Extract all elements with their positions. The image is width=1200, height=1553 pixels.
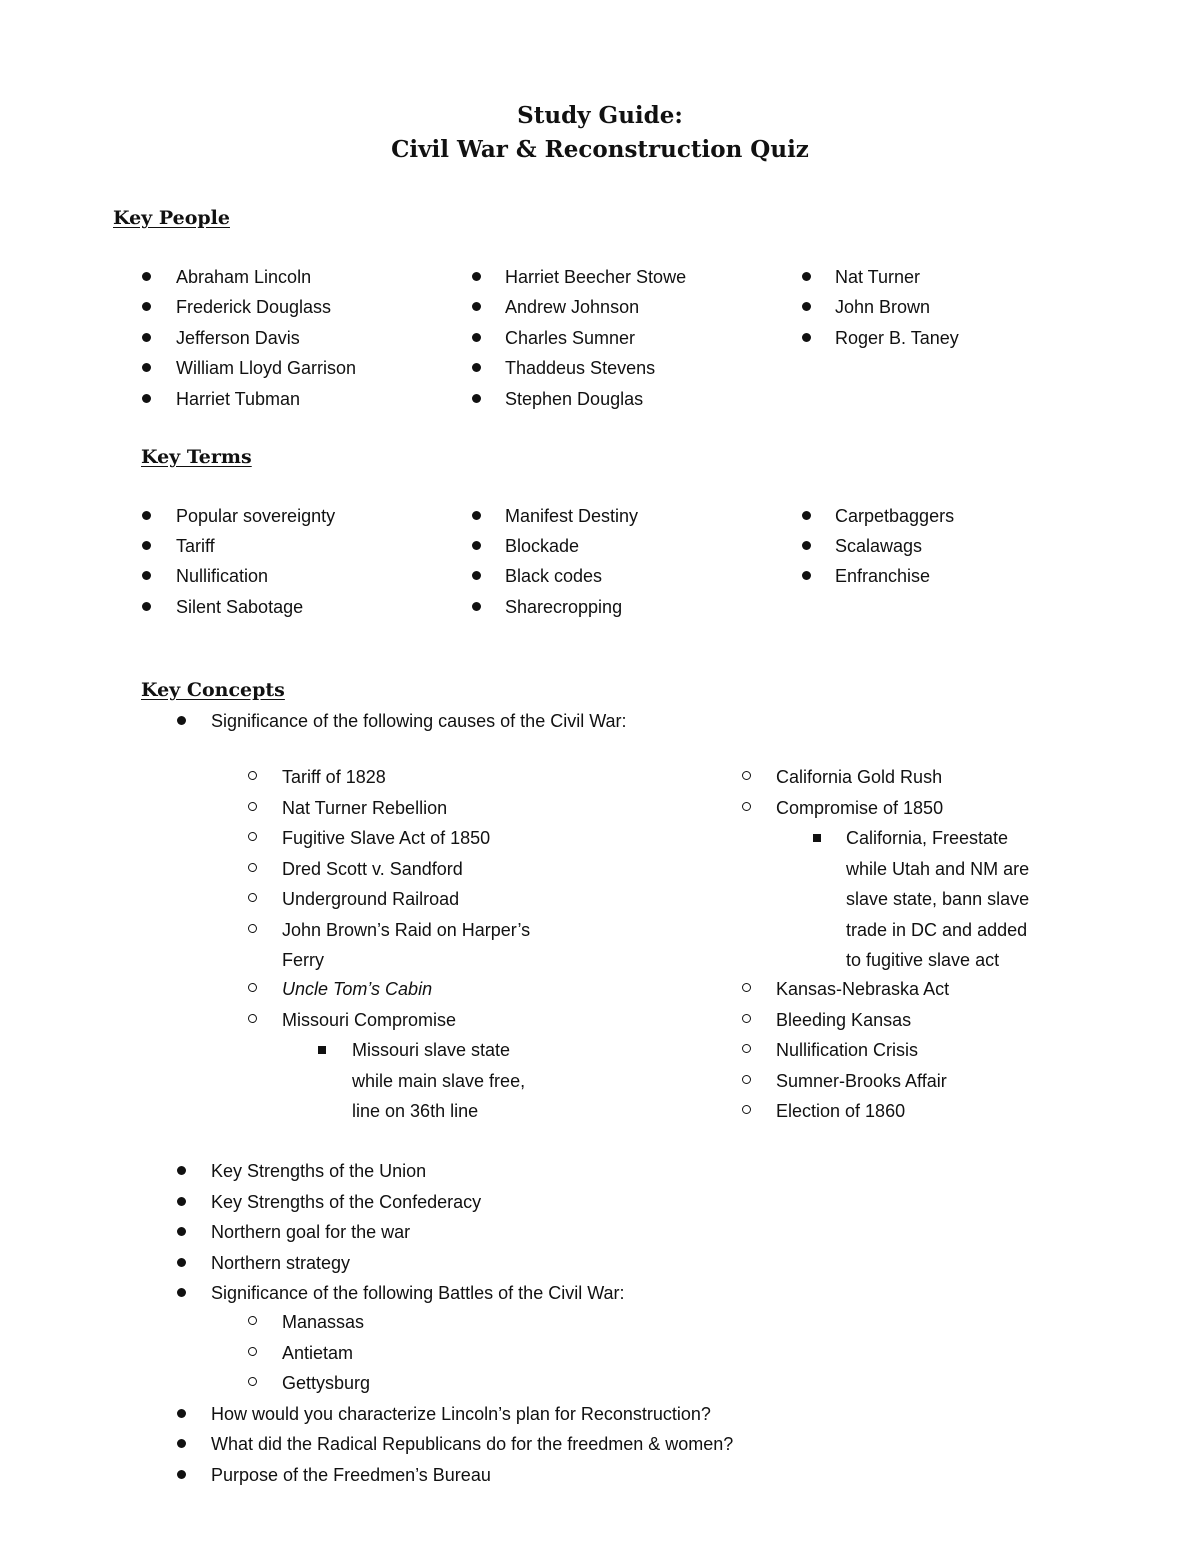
bullet-icon <box>177 1409 186 1418</box>
circle-bullet-icon <box>742 983 751 992</box>
circle-bullet-icon <box>248 1347 257 1356</box>
square-bullet-icon <box>813 834 821 842</box>
cause-item: Dred Scott v. Sandford <box>282 859 463 879</box>
people-item: Andrew Johnson <box>505 297 640 317</box>
cause-item: Nat Turner Rebellion <box>282 798 448 818</box>
circle-bullet-icon <box>742 1075 751 1084</box>
bullet-icon <box>472 602 481 611</box>
square-bullet-icon <box>318 1046 326 1054</box>
bullet-icon <box>472 363 481 372</box>
cause-item: Fugitive Slave Act of 1850 <box>282 828 491 848</box>
key-concepts-heading: Key Concepts <box>141 679 285 701</box>
bullet-icon <box>142 333 151 342</box>
bullet-icon <box>802 511 811 520</box>
compromise-note-line: slave state, bann slave <box>846 889 1030 909</box>
battle-item: Gettysburg <box>282 1373 371 1393</box>
cause-item-book-title: Uncle Tom’s Cabin <box>282 979 433 999</box>
bullet-icon <box>177 1288 186 1297</box>
circle-bullet-icon <box>248 832 257 841</box>
battle-item: Manassas <box>282 1312 365 1332</box>
bullet-icon <box>177 1258 186 1267</box>
cause-item: Bleeding Kansas <box>776 1010 912 1030</box>
bullet-icon <box>177 1439 186 1448</box>
bullet-icon <box>177 1166 186 1175</box>
bullet-icon <box>472 511 481 520</box>
people-item: Nat Turner <box>835 267 921 287</box>
concept-item: Northern strategy <box>211 1253 351 1273</box>
bullet-icon <box>802 571 811 580</box>
circle-bullet-icon <box>248 1316 257 1325</box>
page-title-line-1: Study Guide: <box>517 102 683 129</box>
key-people-heading: Key People <box>113 207 230 229</box>
term-item: Blockade <box>505 536 580 556</box>
circle-bullet-icon <box>248 802 257 811</box>
bullet-icon <box>802 333 811 342</box>
compromise-note-line: to fugitive slave act <box>846 950 1000 970</box>
bullet-icon <box>802 302 811 311</box>
compromise-note-line: California, Freestate <box>846 828 1009 848</box>
people-item: Harriet Beecher Stowe <box>505 267 687 287</box>
cause-item-continued: Ferry <box>282 950 324 970</box>
concept-item: How would you characterize Lincoln’s plan for Reconstruction? <box>211 1404 711 1424</box>
term-item: Popular sovereignty <box>176 506 336 526</box>
missouri-note-line: Missouri slave state <box>352 1040 511 1060</box>
cause-item: Kansas-Nebraska Act <box>776 979 950 999</box>
missouri-note-line: line on 36th line <box>352 1101 479 1121</box>
bullet-icon <box>142 272 151 281</box>
term-item: Manifest Destiny <box>505 506 639 526</box>
bullet-icon <box>802 541 811 550</box>
circle-bullet-icon <box>248 863 257 872</box>
page-title-line-2: Civil War & Reconstruction Quiz <box>391 136 809 163</box>
bullet-icon <box>802 272 811 281</box>
bullet-icon <box>142 302 151 311</box>
circle-bullet-icon <box>742 1105 751 1114</box>
people-item: Abraham Lincoln <box>176 267 312 287</box>
term-item: Silent Sabotage <box>176 597 304 617</box>
bullet-icon <box>472 541 481 550</box>
bullet-icon <box>472 333 481 342</box>
compromise-note-line: while Utah and NM are <box>846 859 1030 879</box>
circle-bullet-icon <box>248 1377 257 1386</box>
circle-bullet-icon <box>742 1044 751 1053</box>
bullet-icon <box>177 1470 186 1479</box>
bullet-icon <box>177 716 186 725</box>
people-item: Frederick Douglass <box>176 297 332 317</box>
bullet-icon <box>142 571 151 580</box>
cause-item: John Brown’s Raid on Harper’s <box>282 920 531 940</box>
causes-intro: Significance of the following causes of the Civil War: <box>211 711 627 731</box>
circle-bullet-icon <box>248 771 257 780</box>
people-item: John Brown <box>835 297 931 317</box>
bullet-icon <box>142 363 151 372</box>
bullet-icon <box>472 394 481 403</box>
bullet-icon <box>142 394 151 403</box>
bullet-icon <box>142 511 151 520</box>
cause-item: Compromise of 1850 <box>776 798 944 818</box>
circle-bullet-icon <box>742 802 751 811</box>
cause-item: Missouri Compromise <box>282 1010 457 1030</box>
people-item: Thaddeus Stevens <box>505 358 656 378</box>
term-item: Nullification <box>176 566 269 586</box>
people-item: William Lloyd Garrison <box>176 358 357 378</box>
missouri-note-line: while main slave free, <box>352 1071 526 1091</box>
people-item: Jefferson Davis <box>176 328 300 348</box>
cause-item: California Gold Rush <box>776 767 943 787</box>
concept-item: What did the Radical Republicans do for the freedmen & women? <box>211 1434 734 1454</box>
bullet-icon <box>142 602 151 611</box>
bullet-icon <box>177 1197 186 1206</box>
concept-item: Key Strengths of the Union <box>211 1161 427 1181</box>
term-item: Enfranchise <box>835 566 931 586</box>
circle-bullet-icon <box>248 1014 257 1023</box>
concept-item: Northern goal for the war <box>211 1222 411 1242</box>
compromise-note-line: trade in DC and added <box>846 920 1028 940</box>
cause-item: Sumner-Brooks Affair <box>776 1071 947 1091</box>
bullet-icon <box>472 571 481 580</box>
term-item: Carpetbaggers <box>835 506 955 526</box>
circle-bullet-icon <box>248 924 257 933</box>
cause-item: Nullification Crisis <box>776 1040 919 1060</box>
bullet-icon <box>472 272 481 281</box>
cause-item: Underground Railroad <box>282 889 460 909</box>
concept-item: Significance of the following Battles of the Civil War: <box>211 1283 625 1303</box>
circle-bullet-icon <box>742 771 751 780</box>
circle-bullet-icon <box>248 983 257 992</box>
circle-bullet-icon <box>742 1014 751 1023</box>
bullet-icon <box>472 302 481 311</box>
battle-item: Antietam <box>282 1343 354 1363</box>
bullet-icon <box>177 1227 186 1236</box>
term-item: Scalawags <box>835 536 923 556</box>
bullet-icon <box>142 541 151 550</box>
term-item: Tariff <box>176 536 215 556</box>
cause-item: Tariff of 1828 <box>282 767 386 787</box>
concept-item: Key Strengths of the Confederacy <box>211 1192 482 1212</box>
term-item: Black codes <box>505 566 603 586</box>
key-terms-heading: Key Terms <box>141 446 252 468</box>
cause-item: Election of 1860 <box>776 1101 906 1121</box>
concept-item: Purpose of the Freedmen’s Bureau <box>211 1465 491 1485</box>
term-item: Sharecropping <box>505 597 623 617</box>
people-item: Harriet Tubman <box>176 389 301 409</box>
people-item: Charles Sumner <box>505 328 636 348</box>
circle-bullet-icon <box>248 893 257 902</box>
people-item: Roger B. Taney <box>835 328 959 348</box>
people-item: Stephen Douglas <box>505 389 644 409</box>
